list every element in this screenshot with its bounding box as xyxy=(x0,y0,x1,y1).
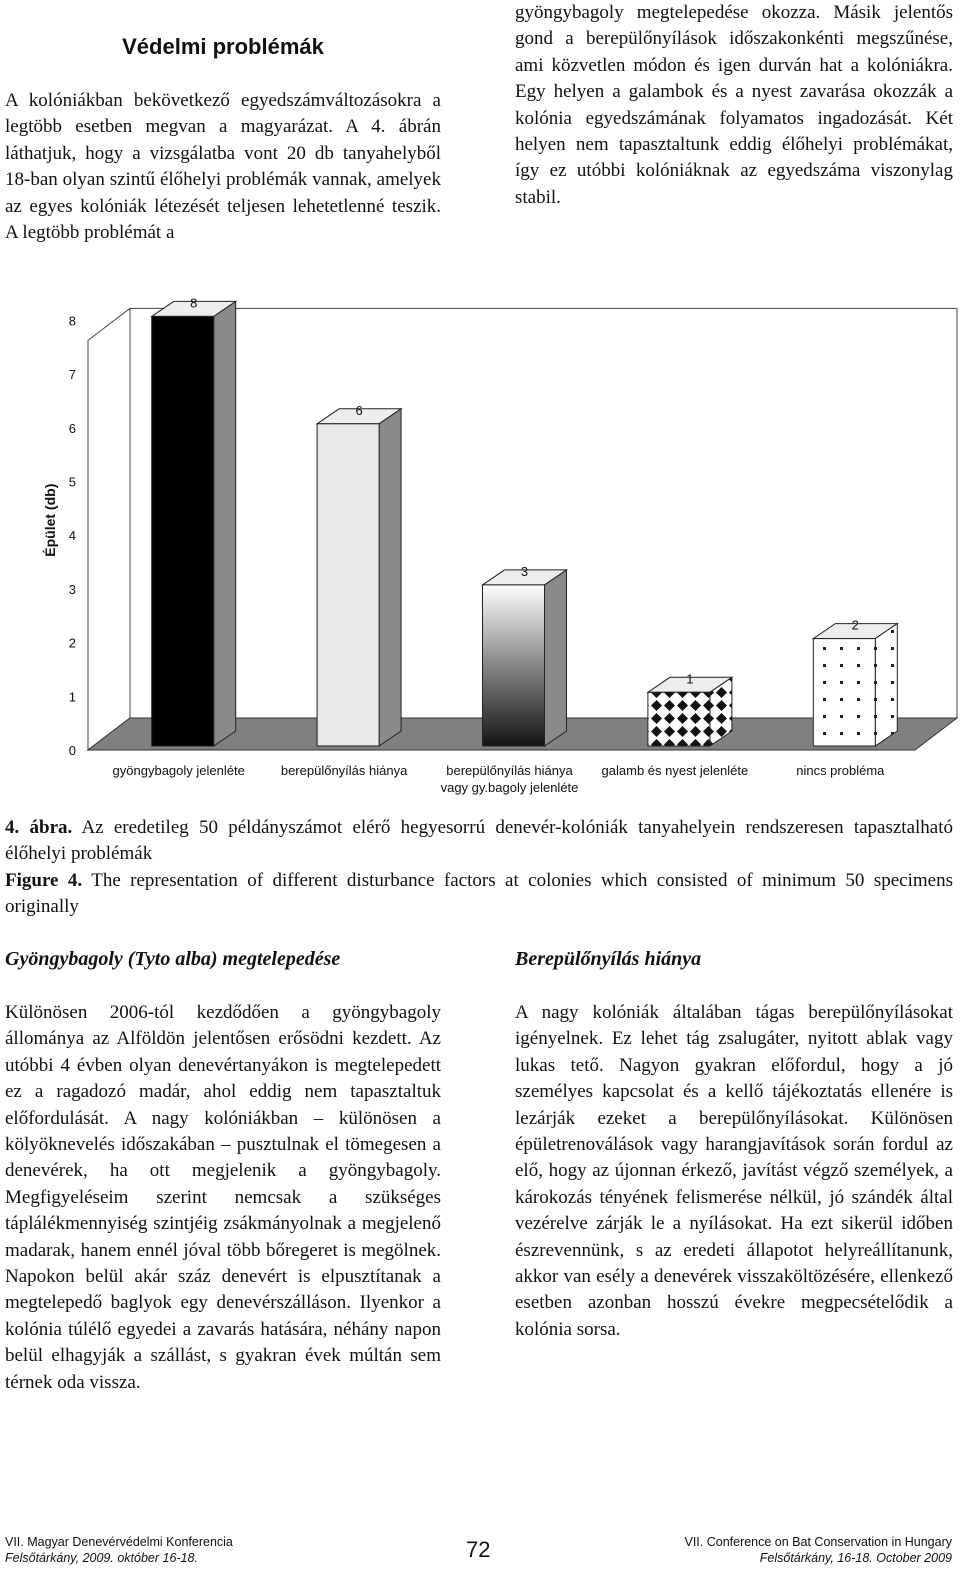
subheading-entrance: Berepülőnyílás hiánya xyxy=(515,948,702,970)
caption-en-label: Figure 4. xyxy=(5,870,83,891)
y-tick-label: 6 xyxy=(68,420,76,436)
footer-left-line2: Felsőtárkány, 2009. október 16-18. xyxy=(5,1551,198,1565)
caption-en-text: The representation of different disturbance factors at colonies which consisted of minimum 50 specimens originally xyxy=(5,870,953,918)
x-category-label: nincs probléma xyxy=(796,763,885,778)
section-heading: Védelmi problémák xyxy=(122,34,324,59)
x-axis xyxy=(113,763,886,795)
body-text-left xyxy=(5,1000,441,1396)
y-axis xyxy=(42,313,76,758)
y-tick-label: 8 xyxy=(68,313,76,329)
y-tick-label: 5 xyxy=(68,474,76,490)
intro-paragraph-left: A kolóniákban bekövetkező egyedszámváltozásokra a legtöbb esetben megvan a magyarázat. A 4. ábrán láthatjuk, hogy a vizsgálatba vont 20 db tanyahelyből 18-ban olyan szintű élőhelyi problémák vannak, amelyek az egyes kolóniák létezését teljesen lehetetlenné teszik. A legtöbb problémát a xyxy=(5,90,441,244)
bar-side xyxy=(875,624,897,746)
intro-paragraph-right: gyöngybagoly megtelepedése okozza. Másik jelentős gond a berepülőnyílások időszakonkénti megszűnése, ami közvetlen módon és igen durván hat a kolóniákra. Egy helyen a galambok és a nyest zavarása okozzák a kolónia egyedszámának folyamatos ingadozását. Két helyen nem tapasztaltunk eddig élőhelyi problémákat, így ez utóbbi kolóniáknak az egyedszáma viszonylag stabil. xyxy=(515,2,953,208)
y-axis-label: Épület (db) xyxy=(42,483,58,557)
bar-front xyxy=(483,585,545,746)
caption-hungarian xyxy=(5,815,953,868)
y-tick-label: 1 xyxy=(68,689,76,705)
x-category-label: vagy gy.bagoly jelenléte xyxy=(440,780,579,795)
bar-side xyxy=(379,409,401,746)
y-tick-label: 7 xyxy=(68,367,76,383)
y-tick-label: 3 xyxy=(68,581,76,597)
bar-front xyxy=(648,692,710,746)
y-tick-label: 4 xyxy=(68,528,76,544)
intro-text-right xyxy=(515,0,953,211)
x-category-label: gyöngybagoly jelenléte xyxy=(112,763,245,778)
x-category-label: galamb és nyest jelenléte xyxy=(601,763,749,778)
footer-right-line2: Felsőtárkány, 16-18. October 2009 xyxy=(759,1551,952,1565)
bar xyxy=(317,409,401,746)
bar xyxy=(152,301,236,746)
body-paragraph-right: A nagy kolóniák általában tágas berepülőnyílásokat igényelnek. Ez lehet tág zsalugáter, nyitott ablak vagy lukas tető. Nagyon gyakran előfordul, hogy a jó személyes kapcsolat és a kellő tájékoztatás ellenére is lezárják ezeket a berepülőnyílásokat. Különösen épületrenoválások vagy harangjavítások során fordul az elő, hogy az újonnan érkező, javítást végző személyek, a károkozás tényének felismerése nélkül, jó szándék által vezérelve zárják le a nyílásokat. Ha ezt sikerül időben észrevennünk, s az eredeti állapotot helyreállítanunk, akkor van esély a denevérek visszaköltözésére, ellenkező esetben azonban hosszú évekre megpecsételődik a kolónia sorsa. xyxy=(515,1002,953,1340)
figure-4-chart xyxy=(0,283,960,808)
bar-data-label: 8 xyxy=(190,295,198,311)
intro-text-left xyxy=(5,88,441,246)
footer-right xyxy=(684,1534,952,1566)
bar-side xyxy=(545,570,567,746)
caption-english xyxy=(5,868,953,921)
x-category-label: berepülőnyílás hiánya xyxy=(280,763,408,778)
body-paragraph-left: Különösen 2006-tól kezdődően a gyöngybagoly állománya az Alföldön jelentősen erősödni kezdett. Az utóbbi 4 évben olyan denevértanyákon is megtelepedett ez a ragadozó madár, ahol eddig nem tapasztaltuk előfordulását. A nagy kolóniákban – különösen a kölyöknevelés időszakában – pusztulnak el tömegesen a denevérek, ha ott megjelenik a gyöngybagoly. Megfigyeléseim szerint nemcsak a szükséges táplálékmennyiség szintjéig zsákmányolnak a megjelenő madarak, hanem ennél jóval több bőregeret is megölnek. Napokon belül akár száz denevért is elpusztítanak a megtelepedő baglyok egy denevérszálláson. Ilyenkor a kolónia túlélő egyedei a zavarás hatására, néhány napon belül elhagyják a szállást, s gyakran évek múltán sem térnek oda vissza. xyxy=(5,1002,441,1393)
bar xyxy=(648,677,732,746)
bar-data-label: 2 xyxy=(851,617,859,633)
caption-hu-label: 4. ábra. xyxy=(5,817,73,838)
bar-data-label: 1 xyxy=(686,671,694,687)
bar-front xyxy=(813,639,875,746)
bar-data-label: 6 xyxy=(355,402,363,418)
bar-front xyxy=(317,424,379,746)
y-tick-label: 0 xyxy=(68,743,76,758)
caption-hu-text: Az eredetileg 50 példányszámot elérő hegyesorrú denevér-kolóniák tanyahelyein rendszeresen tapasztalható élőhelyi problémák xyxy=(5,817,953,865)
page-number: 72 xyxy=(466,1537,491,1562)
y-tick-label: 2 xyxy=(68,635,76,651)
x-category-label: berepülőnyílás hiánya xyxy=(446,763,573,778)
footer-right-line1: VII. Conference on Bat Conservation in Hungary xyxy=(684,1535,952,1549)
bar-data-label: 3 xyxy=(520,563,529,579)
subheading-barn-owl: Gyöngybagoly (Tyto alba) megtelepedése xyxy=(5,948,341,970)
bar xyxy=(483,570,567,746)
footer-left-line1: VII. Magyar Denevérvédelmi Konferencia xyxy=(5,1535,233,1549)
body-text-right xyxy=(515,1000,953,1343)
bar-front xyxy=(152,316,214,746)
bar-side xyxy=(214,301,236,746)
footer-left xyxy=(5,1534,233,1566)
bar xyxy=(813,624,897,746)
